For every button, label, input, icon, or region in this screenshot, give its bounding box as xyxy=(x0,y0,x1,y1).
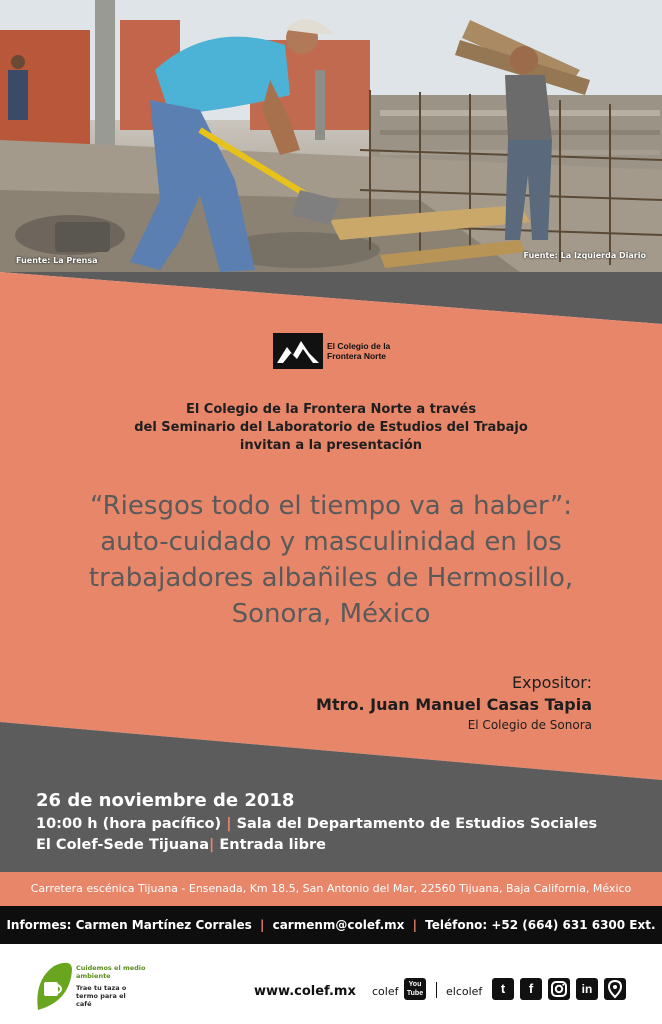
eco-text: Trae tu taza o termo para el café xyxy=(76,984,127,1008)
presentation-title xyxy=(20,488,642,632)
invitation-text xyxy=(0,401,662,455)
invitation-line-2: del Seminario del Laboratorio de Estudios del Trabajo xyxy=(134,420,528,435)
speaker-name: Mtro. Juan Manuel Casas Tapia xyxy=(316,695,592,714)
construction-photo-illustration xyxy=(0,0,662,272)
location-pin-icon[interactable] xyxy=(604,978,626,1000)
title-line-4: Sonora, México xyxy=(231,599,431,629)
title-line-1: “Riesgos todo el tiempo va a haber”: xyxy=(89,491,573,521)
colef-logo-mark-icon xyxy=(273,333,323,369)
title-line-3: trabajadores albañiles de Hermosillo, xyxy=(88,563,574,593)
event-venue: Sala del Departamento de Estudios Sociales xyxy=(236,816,598,832)
separator: | xyxy=(260,918,265,932)
colef-logo xyxy=(273,332,397,370)
facebook-icon[interactable]: f xyxy=(520,978,542,1000)
speaker-institution: El Colegio de Sonora xyxy=(467,718,592,732)
separator: | xyxy=(209,837,215,853)
speaker-block xyxy=(316,672,592,734)
social-divider xyxy=(436,982,437,998)
separator: | xyxy=(412,918,417,932)
contact-informes: Informes: Carmen Martínez Corrales xyxy=(6,918,252,932)
invitation-line-3: invitan a la presentación xyxy=(239,438,423,453)
event-campus-admission xyxy=(36,835,597,856)
address-text: Carretera escénica Tijuana - Ensenada, Km 18.5, San Antonio del Mar, 22560 Tijuana, Baja California, México xyxy=(30,882,632,895)
event-date: 26 de noviembre de 2018 xyxy=(36,790,295,811)
photo-credit-left: Fuente: La Prensa xyxy=(16,256,98,265)
event-time-venue xyxy=(36,814,597,835)
eco-title: Cuidemos el medio ambiente xyxy=(76,964,146,980)
header-photo xyxy=(0,0,662,272)
title-line-2: auto-cuidado y masculinidad en los xyxy=(100,527,562,557)
photo-credit-right: Fuente: La Izquierda Diario xyxy=(523,251,646,260)
contact-bar xyxy=(0,906,662,944)
event-time: 10:00 h (hora pacífico) xyxy=(36,816,222,832)
contact-email[interactable]: carmenm@colef.mx xyxy=(272,918,405,932)
speaker-role: Expositor: xyxy=(511,673,592,692)
youtube-icon[interactable]: You Tube xyxy=(404,978,426,1000)
eco-badge xyxy=(34,960,154,1016)
colef-logo-text: El Colegio de la Frontera Norte xyxy=(327,341,391,361)
linkedin-icon[interactable]: in xyxy=(576,978,598,1000)
event-admission: Entrada libre xyxy=(219,837,326,853)
leaf-cup-icon xyxy=(34,960,74,1014)
event-details xyxy=(36,788,597,856)
separator: | xyxy=(226,816,232,832)
event-campus: El Colef-Sede Tijuana xyxy=(36,837,209,853)
instagram-icon[interactable] xyxy=(548,978,570,1000)
footer xyxy=(0,944,662,1024)
instagram-glyph xyxy=(548,978,570,1000)
youtube-label: colef xyxy=(372,985,399,998)
location-pin-glyph xyxy=(604,978,626,1000)
invitation-line-1: El Colegio de la Frontera Norte a través xyxy=(185,402,477,417)
website-link[interactable]: www.colef.mx xyxy=(254,984,356,999)
social-label: elcolef xyxy=(446,985,483,998)
twitter-icon[interactable]: t xyxy=(492,978,514,1000)
contact-phone: Teléfono: +52 (664) 631 6300 Ext. xyxy=(425,918,656,932)
